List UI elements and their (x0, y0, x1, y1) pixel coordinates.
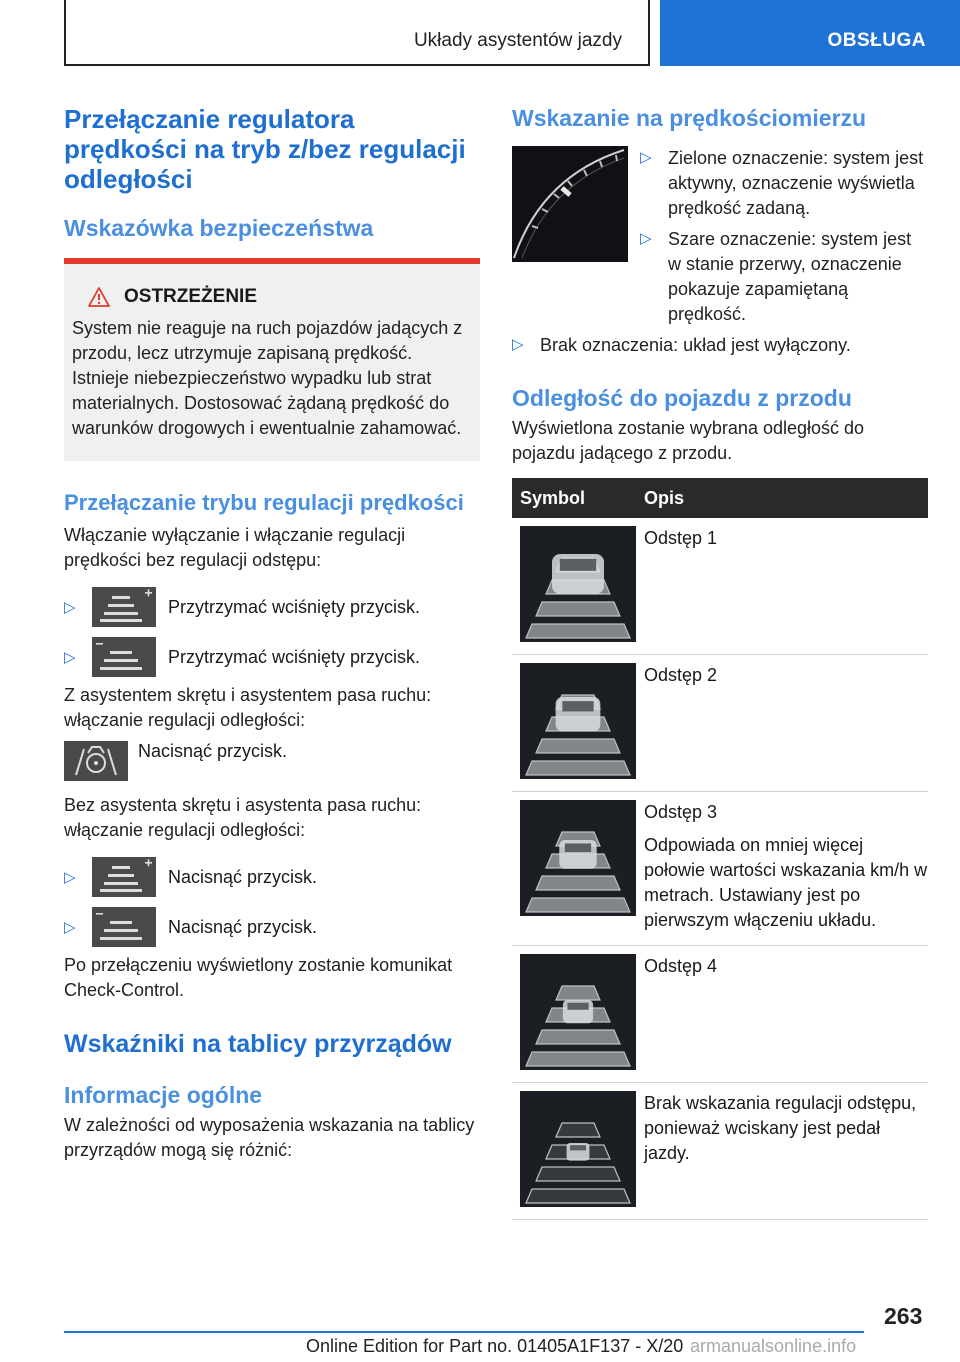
speedo-item-2 (640, 227, 928, 327)
footer-edition: Online Edition for Part no. 01405A1F137 - X/20 (306, 1336, 684, 1356)
table-row-title: Odstęp 2 (644, 665, 718, 685)
with-assist-text: Z asystentem skrętu i asystentem pasa ruchu: włączanie regulacji odległości: (64, 685, 432, 730)
switch-item-1 (64, 587, 480, 627)
switch-item-2 (64, 637, 480, 677)
distance-heading: Odległość do pojazdu z przodu (512, 385, 852, 411)
general-heading: Informacje ogólne (64, 1082, 263, 1108)
table-row-title: Odstęp 1 (644, 528, 718, 548)
switch-heading: Przełączanie trybu regulacji prędkości (64, 490, 464, 515)
distance-minus-button-icon (92, 637, 156, 677)
main-heading: Przełączanie regulatora prędkości na tryb z/bez regulacji odległości (64, 104, 466, 194)
speedo-item-2-text: Szare oznaczenie: system jest w stanie przerwy, oznaczenie pokazuje zapamiętaną prędkość. (668, 229, 912, 324)
table-row (512, 518, 928, 655)
warning-text: System nie reaguje na ruch pojazdów jadących z przodu, lecz utrzymuje zapisaną prędkość. Istnieje niebezpieczeństwo wypadku lub strat materialnych. Dostosować żądaną prędkość do warunków drogowych i ewentualnie zahamować. (72, 318, 463, 438)
speedo-item-1-text: Zielone oznaczenie: system jest aktywny, oznaczenie wyświetla prędkość zadaną. (668, 148, 924, 218)
speedo-item-1 (640, 146, 928, 221)
switch-text: Włączanie wyłączanie i włączanie regulacji prędkości bez regulacji odstępu: (64, 525, 406, 570)
switch-item-2-text: Przytrzymać wciśnięty przycisk. (168, 646, 421, 667)
table-row (512, 655, 928, 792)
general-text: W zależności od wyposażenia wskazania na tablicy przyrządów mogą się różnić: (64, 1115, 475, 1160)
distance-plus-button-icon (92, 857, 156, 897)
distance-plus-button-icon (92, 587, 156, 627)
table-header-description: Opis (644, 487, 685, 508)
footer-line (64, 1331, 864, 1333)
indicators-heading: Wskaźniki na tablicy przyrządów (64, 1030, 452, 1058)
table-row (512, 946, 928, 1083)
footer-watermark: armanualsonline.info (690, 1336, 857, 1356)
distance-level-image (520, 1091, 636, 1207)
assist-button-text: Nacisnąć przycisk. (138, 741, 288, 761)
bullet-triangle-icon: ▷ (64, 869, 76, 886)
speedo-heading: Wskazanie na prędkościomierzu (512, 105, 867, 131)
table-row-description: Odpowiada on mniej więcej połowie wartości wskazania km/h w metrach. Ustawiany jest po pierwszym włączeniu układu. (644, 835, 928, 930)
header-box (64, 0, 650, 66)
bullet-triangle-icon: ▷ (512, 336, 524, 353)
table-row (512, 1083, 928, 1220)
speedo-block (512, 146, 928, 327)
speedometer-image (512, 146, 628, 262)
bullet-triangle-icon: ▷ (640, 230, 652, 247)
no-mark-text: Brak oznaczenia: układ jest wyłączony. (540, 335, 851, 355)
header-tab (660, 0, 960, 66)
table-row-title: Odstęp 4 (644, 956, 718, 976)
distance-text: Wyświetlona zostanie wybrana odległość do pojazdu jadącego z przodu. (512, 418, 865, 463)
table-row (512, 792, 928, 946)
press-item-2 (64, 907, 480, 947)
warning-title: OSTRZEŻENIE (124, 286, 258, 307)
safety-heading: Wskazówka bezpieczeństwa (64, 215, 374, 241)
table-row-title: Brak wskazania regulacji odstępu, ponieważ wciskany jest pedał jazdy. (644, 1093, 917, 1163)
table-header-symbol: Symbol (520, 487, 586, 508)
steering-assist-button-icon (64, 741, 128, 781)
assist-button-row (64, 741, 480, 781)
table-header (512, 478, 928, 518)
right-column (512, 104, 928, 1220)
distance-minus-button-icon (92, 907, 156, 947)
no-mark-item (512, 333, 928, 358)
bullet-triangle-icon: ▷ (64, 919, 76, 936)
distance-level-image (520, 800, 636, 916)
after-switch-text: Po przełączeniu wyświetlony zostanie komunikat Check-Control. (64, 955, 453, 1000)
header-section-title: Układy asystentów jazdy (413, 30, 622, 51)
press-item-2-text: Nacisnąć przycisk. (168, 916, 318, 937)
distance-table (512, 478, 928, 1220)
warning-box (64, 258, 480, 461)
without-assist-text: Bez asystenta skrętu i asystenta pasa ruchu: włączanie regulacji odległości: (64, 795, 422, 840)
header-tab-label: OBSŁUGA (827, 30, 926, 51)
table-row-title: Odstęp 3 (644, 802, 718, 822)
warning-triangle-icon (88, 287, 110, 307)
bullet-triangle-icon: ▷ (64, 649, 76, 666)
bullet-triangle-icon: ▷ (640, 149, 652, 166)
press-item-1 (64, 857, 480, 897)
left-column (64, 104, 480, 1163)
switch-item-1-text: Przytrzymać wciśnięty przycisk. (168, 596, 421, 617)
page-number: 263 (884, 1303, 923, 1329)
bullet-triangle-icon: ▷ (64, 599, 76, 616)
distance-level-image (520, 526, 636, 642)
press-item-1-text: Nacisnąć przycisk. (168, 866, 318, 887)
distance-level-image (520, 954, 636, 1070)
distance-level-image (520, 663, 636, 779)
